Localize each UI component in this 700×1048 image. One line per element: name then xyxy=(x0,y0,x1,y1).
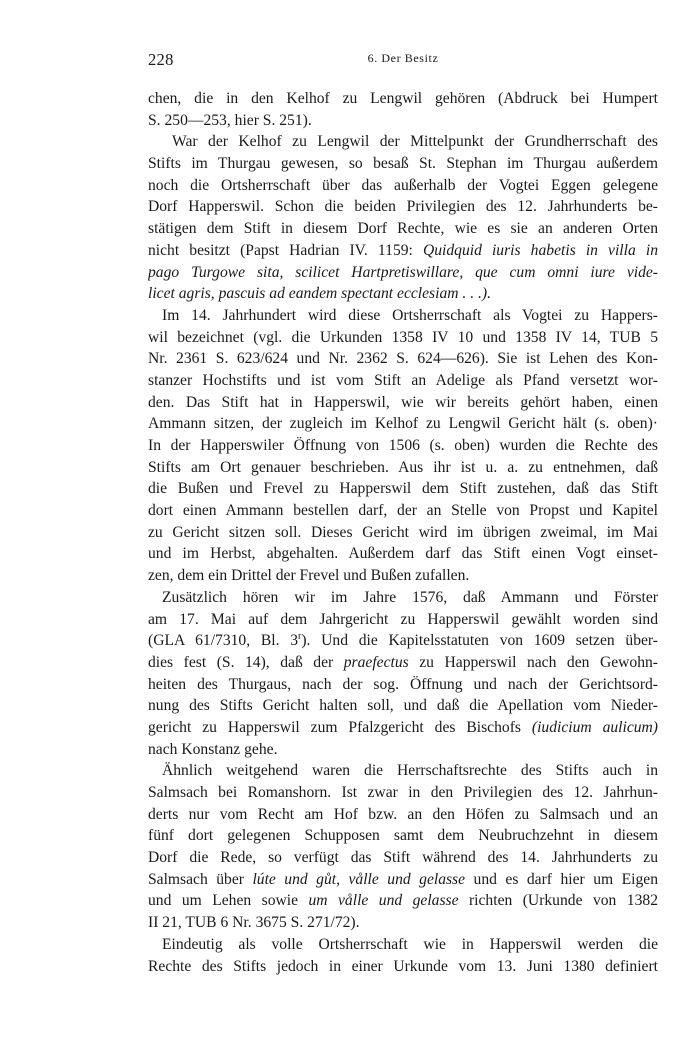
text-line: Salmsach über lúte und gůt, vålle und gelasse und es darf hier um Eigen xyxy=(148,870,658,888)
text-line: derts nur vom Recht am Hof bzw. an den Höfen zu Salmsach und an xyxy=(148,805,658,823)
middle-high-german-term: lúte und gůt, vålle und gelasse xyxy=(252,870,466,888)
paragraph-first-line: Eindeutig als volle Ortsherrschaft wie in Happerswil werden die xyxy=(162,935,658,953)
text-line: nach Konstanz gehe. xyxy=(148,740,278,758)
text-line: In der Happerswiler Öffnung von 1506 (s. oben) wurden die Rechte des xyxy=(148,437,658,454)
latin-quote: pago Turgowe sita, scilicet Hartpretiswillare, que cum omni iure vide- xyxy=(148,263,658,281)
text-line: den. Das Stift hat in Happerswil, wie wir bereits gehört haben, einen xyxy=(148,393,658,411)
text-line: Dorf Happerswil. Schon die beiden Privilegien des 12. Jahrhunderts be- xyxy=(148,198,658,216)
text-line: fünf dort gelegenen Schupposen samt dem Neubruchzehnt in diesem xyxy=(148,827,658,845)
page-number: 228 xyxy=(148,50,174,69)
text-line: dies fest (S. 14), daß der praefectus zu Happerswil nach den Gewohn- xyxy=(148,653,658,671)
text-line: Stifts im Thurgau gewesen, so besaß St. Stephan im Thurgau außerdem xyxy=(148,155,658,173)
text-line: Nr. 2361 S. 623/624 und Nr. 2362 S. 624—626). Sie ist Lehen des Kon- xyxy=(148,350,658,368)
text-line: nicht besitzt (Papst Hadrian IV. 1159: Quidquid iuris habetis in villa in xyxy=(148,241,658,259)
text-line: chen, die in den Kelhof zu Lengwil gehören (Abdruck bei Humpert xyxy=(148,90,658,107)
text-line: am 17. Mai auf dem Jahrgericht zu Happerswil gewählt worden sind xyxy=(148,610,658,628)
text-line: und um Lehen sowie um vålle und gelasse richten (Urkunde von 1382 xyxy=(148,892,658,910)
text-line: licet agris, pascuis ad eandem spectant ecclesiam . . .). xyxy=(148,285,491,303)
middle-high-german-term: um vålle und gelasse xyxy=(308,892,459,910)
text-line: stanzer Hochstifts und ist vom Stift an Adelige als Pfand versetzt wor- xyxy=(148,371,658,389)
chapter-title: 6. Der Besitz xyxy=(367,51,439,65)
text-line: Rechte des Stifts jedoch in einer Urkunde vom 13. Juni 1380 definiert xyxy=(148,957,658,975)
text-line: (GLA 61/7310, Bl. 3$^r$). Und die Kapitelsstatuten von 1609 setzen über- xyxy=(148,631,658,650)
latin-term: (iudicium aulicum) xyxy=(531,718,658,736)
text-line: wil bezeichnet (vgl. die Urkunden 1358 IV 10 und 1358 IV 14, TUB 5 xyxy=(148,328,658,346)
text-line: Stifts am Ort genauer beschrieben. Aus ihr ist u. a. zu entnehmen, daß xyxy=(148,458,658,476)
text-line: Salmsach bei Romanshorn. Ist zwar in den Privilegien des 12. Jahrhun- xyxy=(148,784,658,801)
text-line: dort einen Ammann bestellen darf, der an Stelle von Propst und Kapitel xyxy=(148,502,658,520)
text-line: Dorf die Rede, so verfügt das Stift während des 14. Jahrhunderts zu xyxy=(148,849,658,867)
text-line: zen, dem ein Drittel der Frevel und Bußen zufallen. xyxy=(148,567,470,585)
text-line: die Bußen und Frevel zu Happerswil dem Stift zustehen, daß das Stift xyxy=(148,480,658,498)
body-text xyxy=(148,88,658,977)
text-line: zu Gericht sitzen soll. Dieses Gericht wird im übrigen zweimal, im Mai xyxy=(148,523,658,541)
text-line: II 21, TUB 6 Nr. 3675 S. 271/72). xyxy=(148,914,360,932)
text-line: heiten des Thurgaus, nach der sog. Öffnung und nach der Gerichtsord- xyxy=(148,675,658,693)
text-line: gericht zu Happerswil zum Pfalzgericht des Bischofs (iudicium aulicum) xyxy=(148,718,658,736)
text-line: noch die Ortsherrschaft über das außerhalb der Vogtei Eggen gelegene xyxy=(148,176,658,194)
text-line: stätigen dem Stift in diesem Dorf Rechte, wie es sie an anderen Orten xyxy=(148,220,658,238)
paragraph-first-line: Im 14. Jahrhundert wird diese Ortsherrschaft als Vogtei zu Happers- xyxy=(162,306,658,324)
text-line: Ammann sitzen, der zugleich im Kelhof zu Lengwil Gericht hält (s. oben)· xyxy=(148,415,658,433)
paragraph-first-line: Zusätzlich hören wir im Jahre 1576, daß Ammann und Förster xyxy=(162,588,658,606)
text-line: nung des Stifts Gericht halten soll, und daß die Apellation vom Nieder- xyxy=(148,697,658,715)
text-line: S. 250—253, hier S. 251). xyxy=(148,111,312,129)
text-line: und im Herbst, abgehalten. Außerdem darf das Stift einen Vogt einset- xyxy=(148,545,658,563)
paragraph-first-line: War der Kelhof zu Lengwil der Mittelpunkt der Grundherrschaft des xyxy=(172,133,658,151)
text-line xyxy=(148,262,658,284)
latin-quote: Quidquid iuris habetis in villa in xyxy=(422,241,658,259)
paragraph-first-line: Ähnlich weitgehend waren die Herrschaftsrechte des Stifts auch in xyxy=(162,762,658,780)
superscript: r xyxy=(298,631,302,642)
latin-term: praefectus xyxy=(343,653,409,671)
running-head xyxy=(148,50,658,72)
